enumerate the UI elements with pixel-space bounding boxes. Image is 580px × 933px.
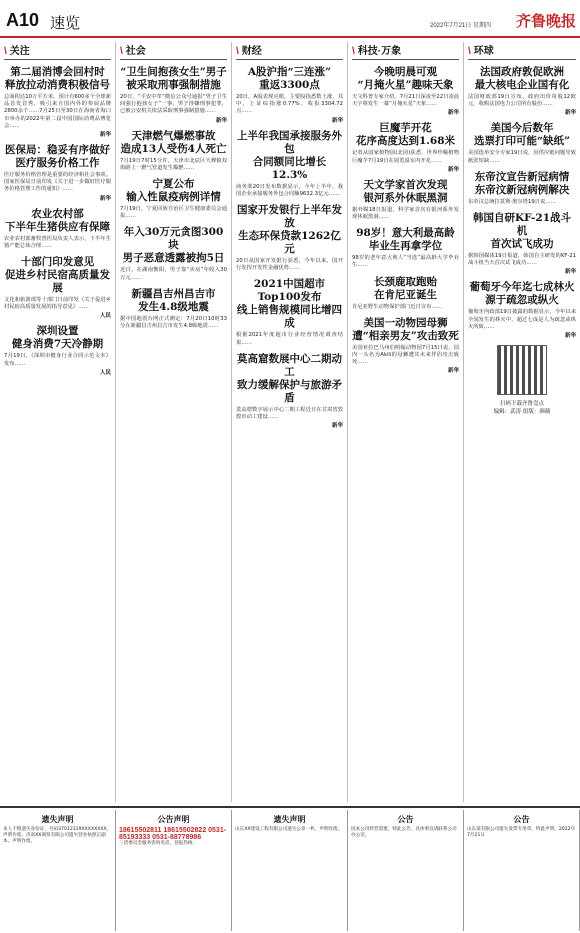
section-name: 速览 (50, 15, 81, 32)
news-story (120, 288, 227, 330)
ad-title: 公告声明 (157, 814, 190, 824)
story-headline[interactable]: 上半年我国承接服务外包 合同额同比增长12.3% (237, 129, 342, 181)
story-headline[interactable]: 十部门印发意见 促进乡村民宿高质量发展 (5, 256, 110, 295)
story-headline[interactable]: 国家开发银行上半年发放 生态环保贷款1262亿元 (237, 204, 342, 256)
column-header (236, 42, 343, 60)
ad-block (116, 810, 232, 931)
ad-block (0, 810, 116, 931)
story-credit: 新华 (447, 368, 459, 375)
ad-text: 三货委员会服务咨询电话，登报热线： (119, 841, 198, 846)
story-headline[interactable]: 农业农村部 下半年生猪供应有保障 (5, 207, 110, 233)
story-headline[interactable]: 长颈鹿取跑贻 在肯尼亚诞生 (374, 275, 437, 301)
story-body: 总面积达10万平方米，预计有600多个全球新品首发首秀，吸引来自国内外的参展品牌2800余个……7月25日至30日在海南省海口市举办的2022年第二届中国国际消费品博览会…… (4, 94, 111, 129)
story-credit: 人民 (99, 369, 111, 376)
news-story (352, 276, 459, 311)
news-story (4, 325, 111, 375)
news-story (236, 278, 343, 346)
story-credit: 新华 (564, 110, 576, 117)
news-story (352, 66, 459, 116)
story-headline[interactable]: 2021中国超市Top100发布 线上销售规模同比增四成 (237, 278, 342, 330)
news-story (468, 66, 576, 116)
story-headline[interactable]: 宁夏公布 输入性鼠疫病例详情 (126, 178, 221, 204)
qr-code-icon[interactable] (497, 345, 547, 395)
story-body: 莫高窟数字展示中心二期工程近日在甘肃省敦煌市动工建设…… (236, 406, 343, 421)
slash-icon: \ (4, 46, 7, 57)
story-body: 据外媒18日报道，科学家首次在银河系外发现休眠黑洞…… (352, 206, 459, 221)
story-body: 据韩国媒体19日报道，韩国自主研发的KF-21战斗机当天首次试飞成功…… (468, 253, 576, 267)
story-body: 20日，A股表现亮眼，主要股指悉数上涨，其中，上证综指涨0.77%，收报3304.72点…… (236, 94, 343, 115)
story-credit: 新华 (447, 110, 459, 117)
story-headline[interactable]: 新疆昌吉州昌吉市 发生4.8级地震 (131, 287, 216, 313)
story-body: 文化和旅游部等十部门日前印发《关于促进乡村民宿高质量发展的指导意见》…… (4, 297, 111, 311)
ad-title: 公告 (513, 814, 530, 824)
story-credit: 新华 (99, 132, 111, 139)
column-title: 科技·万象 (357, 46, 402, 57)
news-story (352, 179, 459, 221)
ad-text: 因本公司经营需要，特此公告。具体事宜请联系公司办公室。 (351, 827, 457, 838)
column-header (468, 42, 576, 60)
story-credit: 新华 (331, 117, 343, 124)
column-4 (464, 42, 580, 802)
news-story (120, 178, 227, 220)
slash-icon: \ (468, 46, 471, 57)
story-headline[interactable]: 韩国自研KF-21战斗机 首次试飞成功 (472, 212, 572, 251)
story-body: 据中国地震台网正式测定：7月20日10时33分在新疆昌吉州昌吉市发生4.8级地震…… (120, 315, 227, 330)
column-title: 财经 (241, 46, 262, 57)
slash-icon: \ (120, 46, 123, 57)
story-headline[interactable]: “卫生间抱孩女生”男子 被采取刑事强制措施 (120, 66, 227, 91)
story-headline[interactable]: 葡萄牙今年迄七成林火 源于疏忽或纵火 (469, 281, 575, 307)
story-body: 葡萄牙内政部19日披露的数据显示，今年以来全国发生的林火中，超过七成是人为疏忽或纵火所致…… (468, 309, 576, 330)
story-body: 7月19日7时15分许，天津市北辰区天穆镇双街路上一燃气管道发生爆燃…… (120, 157, 227, 171)
story-headline[interactable]: 年入30万元贪图300块 男子恶意透露被拘5日 (122, 226, 225, 265)
story-credit: 新华 (564, 269, 576, 276)
story-body: 东帝汶总统拉莫斯·奥尔塔19日说…… (468, 198, 556, 205)
news-story (4, 208, 111, 250)
news-story (120, 130, 227, 172)
qr-caption: 扫码下载齐鲁壹点 编辑：武涛 组版：颜薇 (493, 401, 551, 416)
column-header (120, 42, 227, 60)
story-body: 农业农村部畜牧兽医局负责人表示，下半年生猪产能总体合理…… (4, 235, 111, 249)
story-credit: 新华 (215, 117, 227, 124)
column-1 (116, 42, 232, 802)
story-body: 7月19日，宁夏回族自治区卫生健康委员会通报…… (120, 206, 227, 220)
column-2 (232, 42, 348, 802)
story-body: 20日从国家开发银行获悉，今年以来，国开行发挥开发性金融优势…… (236, 258, 343, 272)
column-header (4, 42, 111, 60)
news-story (352, 227, 459, 269)
news-story (352, 317, 459, 375)
news-story (4, 66, 111, 138)
news-story (352, 122, 459, 172)
story-body: 7月19日，《深圳市健身行业合同示范文本》发布…… (4, 353, 111, 367)
story-body: 近日，在湖南衡阳，男子靠“卖房”年收入30万元…… (120, 267, 227, 281)
ad-title: 遗失声明 (273, 814, 306, 824)
news-story (120, 66, 227, 124)
story-headline[interactable]: 天津燃气爆燃事故 造成13人受伤4人死亡 (120, 129, 227, 155)
story-body: 美国亚拉巴马州伯明翰动物园7月15日说，园内一头名为Akili的母狮遭其未来伴侣攻击致死…… (352, 344, 459, 366)
ad-block (348, 810, 464, 931)
story-headline[interactable]: 天文学家首次发现 银河系外休眠黑洞 (363, 178, 448, 204)
news-story (4, 256, 111, 319)
story-headline[interactable]: 莫高窟数展中心二期动工 致力缓解保护与旅游矛盾 (237, 352, 342, 404)
column-0 (0, 42, 116, 802)
news-story (236, 130, 343, 198)
column-title: 环球 (473, 46, 494, 57)
story-headline[interactable]: 今晚明晨可观 “月掩火星”趣味天象 (357, 66, 454, 91)
story-body: 商务部20日发布数据显示，今年上半年，我国企业承接服务外包合同额9632.3亿元…… (236, 183, 343, 197)
column-3 (348, 42, 464, 802)
story-body: 98岁的老年意大利人“当选”最高龄大学毕业生…… (352, 255, 459, 269)
story-headline[interactable]: 美国一动物园母狮 遭“相亲男友”攻击致死 (352, 316, 459, 342)
news-story (468, 281, 576, 339)
ad-phone: 18615502811 18615502822 0531-85193333 0531-88778986 (119, 827, 227, 841)
ad-title: 遗失声明 (41, 814, 74, 824)
ad-text: 山东某有限公司遗失发票专用章，特此声明。2022年7月21日 (467, 827, 576, 838)
story-headline[interactable]: 医保局：稳妥有序做好 医疗服务价格工作 (5, 144, 110, 170)
news-story (468, 171, 576, 206)
story-headline[interactable]: 法国政府敦促欧洲 最大核电企业国有化 (474, 66, 570, 91)
story-headline[interactable]: 深圳设置 健身消费7天冷静期 (11, 325, 104, 351)
column-title: 关注 (9, 46, 30, 57)
story-body: 肯尼亚野生动物保护部门近日宣布…… (352, 303, 443, 310)
story-headline[interactable]: 东帝汶宣告新冠病情 东帝汶新冠病例解决 (474, 170, 570, 196)
story-headline[interactable]: 巨魔芋开花 花序高度达到1.68米 (355, 122, 456, 148)
story-headline[interactable]: A股沪指“三连涨” 重返3300点 (247, 66, 332, 91)
news-story (4, 144, 111, 202)
slash-icon: \ (352, 46, 355, 57)
story-credit: 人民 (99, 313, 111, 320)
story-body: 法国财政部19日宣布，政府出价每股12欧元，收购法国电力公司所有股份…… (468, 94, 576, 108)
story-headline[interactable]: 美国今后数年 选票打印可能“缺纸” (473, 122, 571, 148)
story-credit: 新华 (447, 166, 459, 173)
story-headline[interactable]: 第二届消博会回村时 释放拉动消费积极信号 (5, 66, 110, 91)
story-credit: 新华 (331, 423, 343, 430)
column-title: 社会 (125, 46, 146, 57)
slash-icon: \ (236, 46, 239, 57)
story-body: 医疗服务价格管理是重要的经济和社会事项。国家医保局日前印发《关于进一步做好医疗服务价格管理工作的通知》…… (4, 172, 111, 193)
ad-block (232, 810, 348, 931)
ad-block (464, 810, 580, 931)
column-header (352, 42, 459, 60)
ad-text: 本人不慎遗失身份证，号码37012319XXXXXXXX，声明作废。济南XX商贸有限公司遗失营业执照正副本，声明作废。 (3, 827, 112, 844)
story-headline[interactable]: 98岁！意大利最高龄 毕业生再拿学位 (356, 227, 455, 253)
story-body: 根据2021年度超市行业经营情况调查结果…… (236, 332, 343, 346)
story-body: 20日，“平安中牟”微信公众号通报“男子卫生间强行抱孩女子”一事，男子涉嫌刑事犯罪，已被公安机关依法采取刑事强制措施…… (120, 94, 227, 115)
page-number: A10 (6, 10, 40, 30)
news-story (236, 353, 343, 429)
ad-title: 公告 (397, 814, 414, 824)
story-credit: 新华 (564, 333, 576, 340)
story-credit: 新华 (99, 195, 111, 202)
news-story (236, 66, 343, 124)
story-body: 记者从国家植物园(北园)获悉，世界珍稀植物巨魔芋7月19日在展览温室内开花…… (352, 150, 459, 164)
masthead (0, 0, 580, 38)
newspaper-logo: 齐鲁晚报 (516, 12, 577, 30)
news-story (236, 204, 343, 272)
story-body: 美国选举安全专家19日说，因供应链问题导致纸张短缺…… (468, 150, 576, 164)
news-story (468, 122, 576, 164)
news-story (120, 226, 227, 281)
story-body: 天文科普专家介绍，7月21日深夜至22日凌晨天宇将发生一幕“月掩火星”天象…… (352, 94, 459, 108)
news-story (468, 212, 576, 275)
ad-text: 山东XX建设工程有限公司遗失公章一枚，声明作废。 (235, 827, 343, 832)
classified-ads (0, 806, 580, 933)
issue-date: 2022年7月21日 星期四 (430, 23, 492, 29)
